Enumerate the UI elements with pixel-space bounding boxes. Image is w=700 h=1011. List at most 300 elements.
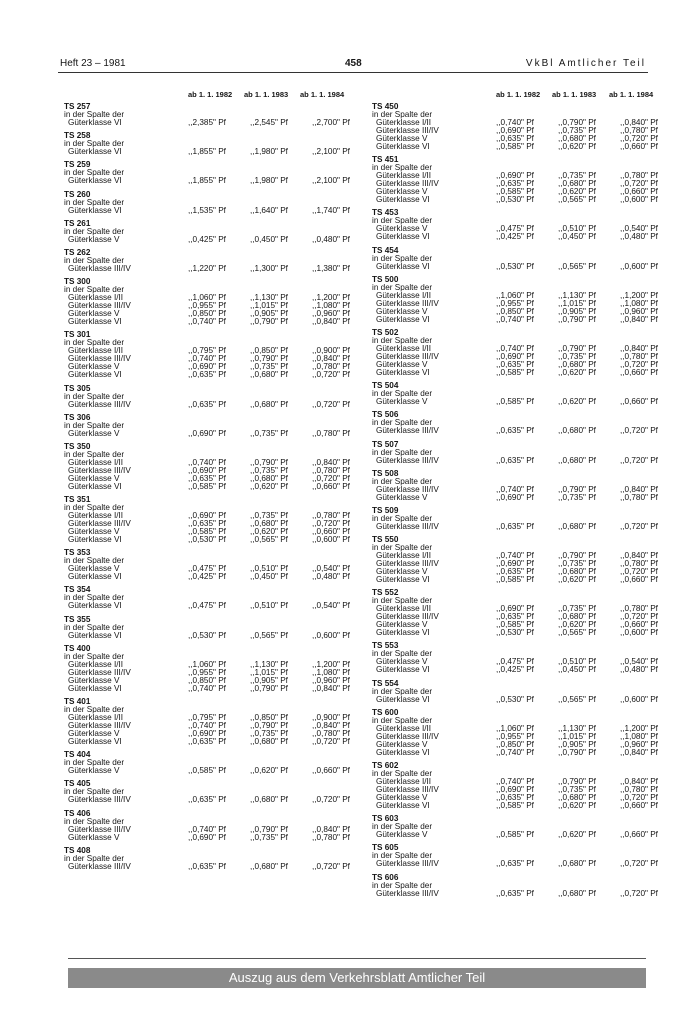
tariff-entry (64, 220, 364, 244)
rate-value: ,,0,720" Pf (312, 861, 350, 871)
tariff-code: TS 508 (372, 468, 399, 478)
goods-class-label: Güterklasse VI (376, 142, 430, 151)
rate-value: ,,1,080" Pf (620, 298, 658, 308)
rate-value: ,,0,660" Pf (312, 766, 350, 776)
rate-value: ,,0,735" Pf (250, 428, 288, 438)
rate-value: ,,0,680" Pf (558, 612, 596, 622)
goods-class-label: Güterklasse III/IV (68, 354, 131, 364)
tariff-code: TS 603 (372, 814, 399, 824)
column-note: in der Spalte der (372, 335, 433, 345)
rate-value: ,,0,680" Pf (558, 134, 596, 143)
column-note: in der Spalte der (64, 449, 125, 459)
goods-class-label: Güterklasse VI (376, 575, 430, 585)
rate-value: ,,0,960" Pf (620, 306, 658, 316)
column-note: in der Spalte der (64, 338, 125, 348)
rate-value: ,,0,620" Pf (558, 801, 596, 810)
rate-value: ,,0,620" Pf (558, 397, 596, 407)
goods-class-label: Güterklasse III/IV (376, 298, 439, 308)
goods-class-label: Güterklasse VI (376, 801, 430, 810)
column-note: in der Spalte der (372, 253, 433, 263)
goods-class-label: Güterklasse V (68, 766, 120, 776)
rate-row (64, 265, 364, 273)
rate-value: ,,0,450" Pf (250, 572, 288, 582)
rate-value: ,,0,690" Pf (496, 604, 534, 614)
rate-value: ,,0,780" Pf (312, 428, 350, 438)
rate-value: ,,0,540" Pf (620, 657, 658, 667)
rate-value: ,,0,635" Pf (188, 861, 226, 871)
rate-value: ,,1,300" Pf (250, 263, 288, 273)
goods-class-label: Güterklasse V (376, 134, 428, 143)
rate-value: ,,0,475" Pf (496, 657, 534, 667)
rate-value: ,,0,840" Pf (620, 343, 658, 353)
goods-class-label: Güterklasse III/IV (376, 785, 439, 794)
rate-value: ,,0,740" Pf (496, 343, 534, 353)
rate-value: ,,0,600" Pf (312, 535, 350, 545)
rate-value: ,,0,425" Pf (188, 234, 226, 244)
goods-class-label: Güterklasse VI (376, 195, 430, 205)
rate-row (64, 371, 364, 379)
rate-value: ,,0,660" Pf (620, 367, 658, 377)
issue-label: Heft 23 – 1981 (60, 58, 126, 69)
tariff-entry (64, 414, 364, 438)
column-note: in der Spalte der (372, 649, 433, 659)
rate-value: ,,1,015" Pf (250, 301, 288, 311)
rate-value: ,,0,840" Pf (312, 354, 350, 364)
rate-value: ,,0,790" Pf (250, 354, 288, 364)
rate-value: ,,0,585" Pf (496, 397, 534, 407)
rate-value: ,,0,780" Pf (620, 559, 658, 569)
goods-class-label: Güterklasse VI (68, 205, 122, 215)
rate-value: ,,0,635" Pf (496, 859, 534, 869)
rate-value: ,,0,790" Pf (558, 118, 596, 127)
goods-class-label: Güterklasse V (68, 564, 120, 574)
rate-row (64, 685, 364, 693)
tariff-code: TS 554 (372, 678, 399, 688)
tariff-entry (64, 249, 364, 273)
rate-row (64, 236, 364, 244)
rate-value: ,,1,015" Pf (250, 667, 288, 677)
column-note: in der Spalte der (372, 880, 433, 890)
rate-value: ,,0,840" Pf (312, 721, 350, 730)
tariff-entry (372, 874, 672, 898)
tariff-entry (372, 329, 672, 377)
right-colhead-1983: ab 1. 1. 1983 (552, 90, 597, 99)
rate-value: ,,0,735" Pf (558, 126, 596, 135)
rate-value: ,,0,585" Pf (496, 830, 534, 840)
goods-class-label: Güterklasse I/II (68, 457, 124, 467)
rate-value: ,,0,660" Pf (312, 527, 350, 537)
goods-class-label: Güterklasse VI (376, 665, 430, 675)
tariff-entry (372, 507, 672, 531)
tariff-code: TS 262 (64, 247, 91, 257)
rate-value: ,,0,690" Pf (496, 126, 534, 135)
rate-row (64, 207, 364, 215)
rate-value: ,,0,735" Pf (250, 465, 288, 475)
column-note: in der Spalte der (64, 622, 125, 632)
rate-value: ,,0,740" Pf (496, 747, 534, 757)
rate-value: ,,0,680" Pf (558, 179, 596, 189)
column-note: in der Spalte der (372, 513, 433, 523)
rate-value: ,,0,425" Pf (188, 572, 226, 582)
tariff-code: TS 401 (64, 697, 91, 706)
rate-row (64, 834, 364, 842)
tariff-entry (372, 709, 672, 757)
goods-class-label: Güterklasse III/IV (68, 861, 131, 871)
rate-value: ,,0,735" Pf (250, 362, 288, 372)
rate-value: ,,0,720" Pf (312, 519, 350, 529)
rate-value: ,,0,720" Pf (620, 888, 658, 898)
rate-value: ,,0,680" Pf (250, 519, 288, 529)
goods-class-label: Güterklasse VI (376, 261, 430, 271)
tariff-code: TS 500 (372, 274, 399, 284)
rate-value: ,,0,740" Pf (188, 457, 226, 467)
rate-value: ,,0,660" Pf (620, 801, 658, 810)
rate-value: ,,0,600" Pf (620, 628, 658, 638)
rate-value: ,,1,740" Pf (312, 205, 350, 215)
rate-value: ,,0,720" Pf (312, 370, 350, 380)
rate-value: ,,0,900" Pf (312, 346, 350, 356)
goods-class-label: Güterklasse VI (376, 367, 430, 377)
rate-value: ,,0,850" Pf (250, 346, 288, 356)
column-note: in der Spalte der (64, 110, 125, 119)
rate-value: ,,1,015" Pf (558, 298, 596, 308)
rate-row (64, 177, 364, 185)
rate-value: ,,0,585" Pf (188, 527, 226, 537)
rate-value: ,,1,200" Pf (620, 723, 658, 733)
tariff-code: TS 552 (372, 588, 399, 598)
column-note: in der Spalte der (64, 556, 125, 566)
column-note: in der Spalte der (372, 543, 433, 553)
tariff-entry (372, 680, 672, 704)
column-note: in der Spalte der (372, 769, 433, 778)
goods-class-label: Güterklasse III/IV (68, 667, 131, 677)
rate-value: ,,0,530" Pf (496, 195, 534, 205)
rate-value: ,,0,780" Pf (312, 362, 350, 372)
rate-value: ,,0,780" Pf (620, 604, 658, 614)
rate-value: ,,0,635" Pf (496, 359, 534, 369)
rate-value: ,,0,530" Pf (496, 628, 534, 638)
rate-value: ,,0,620" Pf (558, 620, 596, 630)
goods-class-label: Güterklasse III/IV (376, 859, 439, 869)
tariff-entry (372, 642, 672, 674)
rate-value: ,,0,600" Pf (312, 630, 350, 640)
goods-class-label: Güterklasse VI (376, 694, 430, 704)
rate-value: ,,0,475" Pf (188, 564, 226, 574)
left-colhead-1982: ab 1. 1. 1982 (188, 90, 233, 99)
column-note: in der Spalte der (64, 226, 125, 236)
tariff-entry (64, 616, 364, 640)
goods-class-label: Güterklasse VI (68, 370, 122, 380)
footer-divider (68, 958, 646, 959)
rate-value: ,,0,585" Pf (496, 142, 534, 151)
rate-value: ,,0,780" Pf (620, 126, 658, 135)
goods-class-label: Güterklasse I/II (376, 118, 432, 127)
tariff-code: TS 350 (64, 441, 91, 451)
goods-class-label: Güterklasse VI (68, 683, 122, 693)
rate-value: ,,0,720" Pf (620, 612, 658, 622)
rate-row (372, 576, 672, 584)
rate-value: ,,0,680" Pf (250, 861, 288, 871)
rate-value: ,,0,955" Pf (496, 298, 534, 308)
goods-class-label: Güterklasse V (68, 527, 120, 537)
goods-class-label: Güterklasse VI (376, 628, 430, 638)
column-note: in der Spalte der (64, 168, 125, 178)
rate-value: ,,0,660" Pf (620, 620, 658, 630)
goods-class-label: Güterklasse III/IV (376, 521, 439, 531)
tariff-code: TS 406 (64, 808, 91, 818)
tariff-code: TS 451 (372, 155, 399, 165)
rate-value: ,,0,565" Pf (558, 195, 596, 205)
rate-value: ,,0,850" Pf (188, 675, 226, 685)
rate-value: ,,0,600" Pf (620, 195, 658, 205)
rate-row (372, 629, 672, 637)
rate-value: ,,0,905" Pf (250, 309, 288, 319)
rate-value: ,,0,840" Pf (620, 314, 658, 324)
rate-value: ,,0,480" Pf (620, 232, 658, 242)
rate-value: ,,0,660" Pf (620, 142, 658, 151)
left-colhead-1983: ab 1. 1. 1983 (244, 90, 289, 99)
footer-banner: Auszug aus dem Verkehrsblatt Amtlicher Teil (68, 968, 646, 988)
rate-value: ,,0,425" Pf (496, 232, 534, 242)
tariff-code: TS 553 (372, 641, 399, 651)
rate-value: ,,0,635" Pf (496, 888, 534, 898)
tariff-code: TS 261 (64, 218, 91, 228)
goods-class-label: Güterklasse V (68, 675, 120, 685)
rate-value: ,,0,620" Pf (250, 766, 288, 776)
goods-class-label: Güterklasse I/II (376, 290, 432, 300)
tariff-code: TS 606 (372, 872, 399, 882)
goods-class-label: Güterklasse V (376, 739, 428, 749)
rate-row (64, 536, 364, 544)
rate-value: ,,2,385" Pf (188, 118, 226, 127)
right-colhead-1982: ab 1. 1. 1982 (496, 90, 541, 99)
rate-value: ,,0,690" Pf (188, 832, 226, 842)
column-note: in der Spalte der (64, 285, 125, 295)
tariff-entry (372, 247, 672, 271)
rate-row (372, 369, 672, 377)
rate-row (372, 890, 672, 898)
rate-value: ,,0,690" Pf (188, 465, 226, 475)
rate-value: ,,0,690" Pf (496, 785, 534, 794)
rate-value: ,,0,720" Pf (620, 455, 658, 465)
rate-value: ,,0,790" Pf (250, 824, 288, 834)
column-note: in der Spalte der (372, 163, 433, 173)
rate-value: ,,0,540" Pf (620, 224, 658, 234)
tariff-code: TS 301 (64, 330, 91, 340)
column-note: in der Spalte der (372, 447, 433, 457)
tariff-entry (64, 780, 364, 804)
rate-value: ,,1,855" Pf (188, 176, 226, 186)
rate-value: ,,0,740" Pf (188, 317, 226, 327)
goods-class-label: Güterklasse V (376, 793, 428, 802)
rate-value: ,,2,545" Pf (250, 118, 288, 127)
rate-value: ,,0,790" Pf (558, 747, 596, 757)
column-note: in der Spalte der (372, 418, 433, 428)
goods-class-label: Güterklasse III/IV (376, 484, 439, 494)
goods-class-label: Güterklasse V (68, 428, 120, 438)
rate-value: ,,0,680" Pf (558, 455, 596, 465)
goods-class-label: Güterklasse III/IV (376, 351, 439, 361)
rate-value: ,,0,680" Pf (250, 473, 288, 483)
rate-value: ,,0,600" Pf (620, 261, 658, 271)
rate-value: ,,1,200" Pf (312, 659, 350, 669)
rate-row (372, 523, 672, 531)
column-note: in der Spalte der (64, 651, 125, 661)
rate-value: ,,1,535" Pf (188, 205, 226, 215)
tariff-code: TS 408 (64, 845, 91, 855)
goods-class-label: Güterklasse III/IV (376, 612, 439, 622)
rate-value: ,,0,540" Pf (312, 564, 350, 574)
rate-value: ,,0,790" Pf (250, 721, 288, 730)
goods-class-label: Güterklasse V (68, 362, 120, 372)
goods-class-label: Güterklasse I/II (376, 604, 432, 614)
tariff-entry (64, 847, 364, 871)
rate-value: ,,0,660" Pf (312, 481, 350, 491)
rate-value: ,,0,905" Pf (250, 675, 288, 685)
rate-value: ,,0,735" Pf (558, 559, 596, 569)
rate-value: ,,0,735" Pf (558, 492, 596, 502)
goods-class-label: Güterklasse III/IV (376, 126, 439, 135)
rate-value: ,,1,060" Pf (188, 659, 226, 669)
rate-value: ,,2,700" Pf (312, 118, 350, 127)
tariff-code: TS 454 (372, 245, 399, 255)
tariff-code: TS 351 (64, 495, 91, 505)
column-note: in der Spalte der (64, 503, 125, 513)
tariff-entry (64, 161, 364, 185)
tariff-entry (64, 810, 364, 842)
goods-class-label: Güterklasse VI (68, 317, 122, 327)
rate-value: ,,0,780" Pf (312, 511, 350, 521)
rate-value: ,,1,080" Pf (312, 667, 350, 677)
rate-value: ,,0,850" Pf (188, 309, 226, 319)
rate-row (372, 196, 672, 204)
goods-class-label: Güterklasse III/IV (68, 795, 131, 805)
rate-value: ,,0,635" Pf (188, 519, 226, 529)
rate-value: ,,1,130" Pf (558, 723, 596, 733)
rate-value: ,,0,425" Pf (496, 665, 534, 675)
rate-value: ,,0,740" Pf (496, 484, 534, 494)
rate-value: ,,0,690" Pf (188, 511, 226, 521)
goods-class-label: Güterklasse I/II (68, 511, 124, 521)
rate-value: ,,0,680" Pf (558, 567, 596, 577)
rate-value: ,,0,735" Pf (250, 832, 288, 842)
goods-class-label: Güterklasse III/IV (68, 721, 131, 730)
goods-class-label: Güterklasse VI (376, 747, 430, 757)
rate-value: ,,0,790" Pf (250, 683, 288, 693)
rate-value: ,,1,130" Pf (250, 293, 288, 303)
tariff-entry (64, 549, 364, 581)
tariff-entry (64, 496, 364, 544)
rate-row (372, 749, 672, 757)
tariff-entry (64, 443, 364, 491)
column-note: in der Spalte der (64, 593, 125, 603)
rate-row (64, 483, 364, 491)
goods-class-label: Güterklasse III/IV (68, 301, 131, 311)
rate-value: ,,0,740" Pf (188, 354, 226, 364)
goods-class-label: Güterklasse V (376, 620, 428, 630)
tariff-code: TS 453 (372, 208, 399, 218)
goods-class-label: Güterklasse III/IV (376, 455, 439, 465)
rate-value: ,,0,740" Pf (188, 824, 226, 834)
rate-value: ,,0,480" Pf (312, 572, 350, 582)
tariff-entry (64, 103, 364, 127)
rate-value: ,,0,840" Pf (620, 118, 658, 127)
tariff-entry (372, 815, 672, 839)
rate-value: ,,0,585" Pf (496, 620, 534, 630)
rate-value: ,,0,735" Pf (250, 511, 288, 521)
column-note: in der Spalte der (64, 705, 125, 714)
tariff-code: TS 354 (64, 585, 91, 595)
goods-class-label: Güterklasse V (376, 306, 428, 316)
tariff-code: TS 259 (64, 160, 91, 170)
rate-value: ,,0,740" Pf (496, 118, 534, 127)
rate-value: ,,0,620" Pf (558, 367, 596, 377)
rate-value: ,,0,780" Pf (312, 832, 350, 842)
rate-row (64, 573, 364, 581)
rate-value: ,,0,620" Pf (558, 830, 596, 840)
goods-class-label: Güterklasse V (376, 224, 428, 234)
goods-class-label: Güterklasse VI (68, 176, 122, 186)
rate-value: ,,0,740" Pf (188, 683, 226, 693)
rate-value: ,,0,635" Pf (188, 473, 226, 483)
tariff-code: TS 450 (372, 102, 399, 111)
rate-value: ,,0,510" Pf (558, 224, 596, 234)
goods-class-label: Güterklasse V (68, 832, 120, 842)
column-note: in der Spalte der (372, 282, 433, 292)
goods-class-label: Güterklasse VI (68, 630, 122, 640)
goods-class-label: Güterklasse V (376, 657, 428, 667)
column-note: in der Spalte der (372, 476, 433, 486)
goods-class-label: Güterklasse VI (68, 118, 122, 127)
rate-value: ,,0,690" Pf (188, 729, 226, 738)
rate-value: ,,0,660" Pf (620, 575, 658, 585)
rate-value: ,,0,850" Pf (496, 306, 534, 316)
tariff-entry (372, 536, 672, 584)
rate-value: ,,0,540" Pf (312, 601, 350, 611)
rate-value: ,,0,450" Pf (558, 665, 596, 675)
goods-class-label: Güterklasse V (68, 234, 120, 244)
rate-value: ,,0,565" Pf (558, 694, 596, 704)
rate-value: ,,0,600" Pf (620, 694, 658, 704)
column-note: in der Spalte der (64, 420, 125, 430)
rate-value: ,,0,900" Pf (312, 713, 350, 722)
column-note: in der Spalte der (372, 596, 433, 606)
rate-row (372, 696, 672, 704)
goods-class-label: Güterklasse III/IV (68, 399, 131, 409)
page-number: 458 (345, 58, 362, 69)
tariff-entry (372, 103, 672, 151)
rate-value: ,,1,130" Pf (250, 659, 288, 669)
goods-class-label: Güterklasse I/II (68, 713, 124, 722)
rate-value: ,,0,475" Pf (496, 224, 534, 234)
tariff-code: TS 355 (64, 614, 91, 624)
rate-value: ,,1,060" Pf (188, 293, 226, 303)
rate-value: ,,1,220" Pf (188, 263, 226, 273)
rate-value: ,,1,200" Pf (620, 290, 658, 300)
rate-value: ,,0,635" Pf (188, 370, 226, 380)
rate-value: ,,0,690" Pf (496, 351, 534, 361)
rate-value: ,,0,905" Pf (558, 306, 596, 316)
rate-row (372, 802, 672, 810)
rate-value: ,,0,780" Pf (312, 729, 350, 738)
rate-value: ,,0,680" Pf (558, 521, 596, 531)
rate-value: ,,0,635" Pf (496, 521, 534, 531)
tariff-code: TS 605 (372, 843, 399, 853)
rate-value: ,,1,015" Pf (558, 731, 596, 741)
goods-class-label: Güterklasse VI (376, 232, 430, 242)
tariff-entry (64, 645, 364, 693)
rate-value: ,,1,200" Pf (312, 293, 350, 303)
